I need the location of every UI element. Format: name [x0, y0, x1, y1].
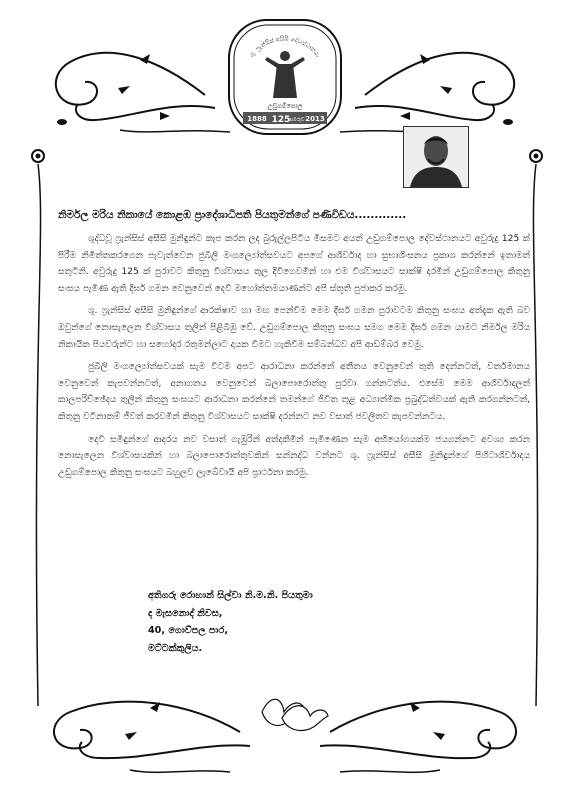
- jubilee-seal: [225, 16, 345, 138]
- letter-body: [58, 231, 530, 487]
- paragraph-2: ශු. ෆ්‍රැන්සිස් අසීසි මුනිඳුන්ගේ ආරක්ෂාව හා මඟ පෙන්වීම මෙම දීර්ඝ ගමන පුරාවටම කිතුනු සංඝය අත්දැක ඇති බව ඔවුන්ගේ නොසැලෙන විශ්වාසය තුලින් පිළිබිඹු වේ. උඩුගම්පොල කිතුනු සංඝය සමග මෙම දීර්ඝ ගමන යාමට නිර්මල මරිය නිකායික පියවරුන්ට හා සහෝදර රතුමන්ලාට දායක වීමට හැකිවීම සම්බන්ධව අපි ආඩම්බර වෙමු.: [58, 306, 530, 350]
- signature-address-3: මට්ටක්කුලිය.: [148, 642, 203, 654]
- seal-arc-text: ශු. ෆ්‍රැන්සිස් අසීසි දේවස්ථානය,: [248, 35, 322, 59]
- paragraph-4: දෙවි සමිඳුන්ගේ ආදරය නව වසාත් ගැඹුරින් අත්දකිමින් පැමිණෙන සැම අභියෝගයක්ම ජයගන්නට අවශ්‍ය කරන නොසැලෙන විශ්වාසයකින් හා බලාපොරොත්තුවකින් සන්නද්ධ වන්නට ශු. ෆ්‍රැන්සිස් අසීසි මුනිඳුන්ගේ පිහිටාශිර්වාදය උඩුගම්පොල කිතුනු සංඝයට බහුලව ලැබේවායි අපි ප්‍රාර්ථනා කරමු.: [58, 434, 530, 478]
- letter-heading: නිර්මල මරිය නිකායේ කොළඹ ප්‍රාදේශාධිපති පියතුමන්ගේ පණිවිඩය.............: [58, 209, 407, 221]
- bottom-flourish: [0, 672, 570, 782]
- seal-place: උඩුගම්පොල: [267, 102, 303, 110]
- signature-block: [148, 587, 313, 657]
- seal-year-count: 125: [271, 115, 291, 125]
- seal-year-end: 2013: [305, 115, 325, 123]
- left-border-scroll: [24, 146, 54, 706]
- signature-address-1: ද මැසනොද් නිවස,: [148, 607, 223, 619]
- paragraph-3: ජුබිලි මංගල්‍යෝත්සවයක් සැම විටම අපට ආරාධනා කරන්නේ අතීතය වෙනුවෙන් තුති දෙන්නටත්, වර්තමානය වෙනුවෙන් කැපවන්නටත්, අනාගතය වෙනුවෙන් බලාපොරොත්තු පුරවා ගන්නටත්ය. එසේම මෙම ආශිර්වාදලත් කාලපරිච්ඡේදය තුලින් කිතුනු සංඝයට ආරාධනා කරන්නේ තමන්ගේ ජීවිත තුළ අධ්‍යාත්මික ප්‍රබුද්ධත්වයක් ඇති කරගන්නටත්, කිතුනු වටිනාකම් ජීවත් කරවමින් කිතුනු විශ්වාසයට සාක්ෂි දරන්නට නව වසාත් ජවලිතව කැපවන්නටය.: [58, 362, 530, 422]
- seal-suffix: සමරුව: [289, 117, 305, 123]
- signature-name: අතිගරු රොහාන් සිල්වා නි.ම.නි. පියතුමා: [148, 590, 313, 601]
- signature-address-2: 40, ගොව්පල පාර,: [148, 625, 229, 636]
- portrait-photo: [403, 126, 469, 188]
- doves-icon: [262, 699, 328, 730]
- seal-year-start: 1888: [247, 115, 267, 123]
- paragraph-1: ශුද්ධවූ ෆ්‍රැන්සිස් අසීසි මුනිඳුන්ට කැප කරන ලද බුරුල්ලපිටිය මීසමට අයත් උඩුගම්පොල දේවස්ථානයට අවුරුදු 125 ක් පිරීම නිමිත්තකරගෙන පැවැත්වෙන ජුබිලි මංගල්‍යෝත්සවයට අපගේ ආශිර්වාද හා සුභාශිංසනය ප්‍රකාශ කරන්නේ ඉතාමත් සතුටිනි. අවුරුදු 125 ක් පුරාවට කිතුනු විශ්වාසය තුල දිවිගෙවමින් හා එම විශ්වාසයට සාක්ෂි දරමින් උඩුගම්පොල කිතුනු සංඝය පැමිණ ඇති දීර්ඝ ගමන වෙනුවෙන් දෙවි මහෝත්තමයාණන්ට අපි ස්තූති පුජාකර කරමු.: [58, 234, 530, 294]
